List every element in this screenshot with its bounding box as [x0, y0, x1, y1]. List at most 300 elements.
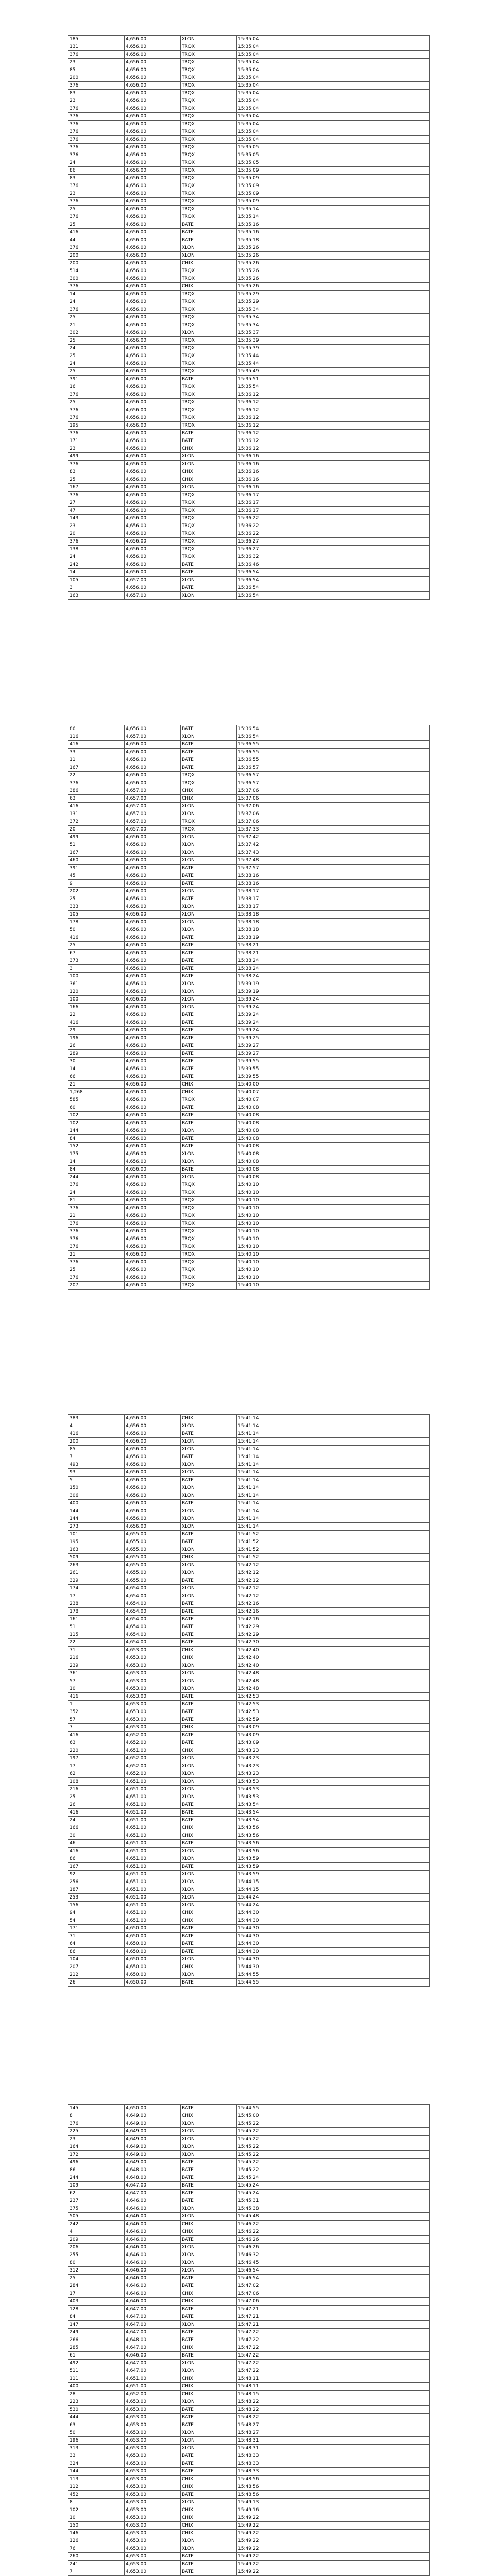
venue-cell: CHIX [181, 2522, 237, 2530]
price-cell: 4,651.00 [125, 1778, 181, 1786]
venue-cell: TRQX [181, 121, 237, 128]
volume-cell: 25 [68, 399, 125, 406]
time-cell: 15:35:34 [237, 314, 430, 321]
price-cell: 4,653.00 [125, 1662, 181, 1670]
volume-cell: 178 [68, 919, 125, 926]
venue-cell: BATE [181, 1430, 237, 1438]
price-cell: 4,656.00 [125, 1477, 181, 1484]
price-cell: 4,651.00 [125, 1855, 181, 1863]
price-cell: 4,653.00 [125, 2561, 181, 2568]
volume-cell: 24 [68, 345, 125, 352]
table-row [68, 2445, 430, 2452]
table-row [68, 1251, 430, 1259]
volume-cell: 25 [68, 352, 125, 360]
table-row [68, 1492, 430, 1500]
volume-cell: 225 [68, 2128, 125, 2136]
venue-cell: XLON [181, 1592, 237, 1600]
table-row [68, 275, 430, 283]
time-cell: 15:37:06 [237, 818, 430, 826]
table-row [68, 2491, 430, 2499]
table-row [68, 2414, 430, 2421]
volume-cell: 376 [68, 1274, 125, 1282]
table-row [68, 468, 430, 476]
table-row [68, 492, 430, 499]
time-cell: 15:44:55 [237, 2105, 430, 2112]
time-cell: 15:37:42 [237, 834, 430, 841]
venue-cell: TRQX [181, 1259, 237, 1266]
time-cell: 15:41:14 [237, 1500, 430, 1507]
venue-cell: BATE [181, 1531, 237, 1538]
volume-cell: 361 [68, 1670, 125, 1677]
table-row [68, 1902, 430, 1909]
price-cell: 4,653.00 [125, 1647, 181, 1654]
venue-cell: CHIX [181, 1747, 237, 1755]
table-row [68, 1933, 430, 1940]
price-cell: 4,656.00 [125, 1484, 181, 1492]
price-cell: 4,655.00 [125, 1546, 181, 1554]
venue-cell: BATE [181, 1073, 237, 1081]
volume-cell: 171 [68, 1925, 125, 1933]
price-cell: 4,654.00 [125, 1608, 181, 1616]
time-cell: 15:41:52 [237, 1546, 430, 1554]
table-row [68, 1677, 430, 1685]
venue-cell: TRQX [181, 314, 237, 321]
price-cell: 4,656.00 [125, 291, 181, 298]
volume-cell: 212 [68, 1971, 125, 1979]
price-cell: 4,656.00 [125, 383, 181, 391]
time-cell: 15:47:22 [237, 2360, 430, 2367]
time-cell: 15:36:27 [237, 546, 430, 553]
time-cell: 15:35:04 [237, 66, 430, 74]
time-cell: 15:48:56 [237, 2476, 430, 2483]
time-cell: 15:35:04 [237, 43, 430, 51]
venue-cell: XLON [181, 2429, 237, 2437]
time-cell: 15:35:29 [237, 298, 430, 306]
venue-cell: CHIX [181, 1089, 237, 1096]
table-row [68, 1415, 430, 1422]
table-row [68, 252, 430, 260]
venue-cell: BATE [181, 561, 237, 569]
venue-cell: TRQX [181, 74, 237, 82]
table-row [68, 244, 430, 252]
volume-cell: 50 [68, 2429, 125, 2437]
time-cell: 15:44:30 [237, 1925, 430, 1933]
table-row [68, 2306, 430, 2313]
volume-cell: 150 [68, 1484, 125, 1492]
table-row [68, 2128, 430, 2136]
venue-cell: CHIX [181, 787, 237, 795]
price-cell: 4,656.00 [125, 445, 181, 453]
venue-cell: TRQX [181, 538, 237, 546]
price-cell: 4,653.00 [125, 2568, 181, 2576]
volume-cell: 167 [68, 1863, 125, 1871]
price-cell: 4,656.00 [125, 1166, 181, 1174]
venue-cell: XLON [181, 1677, 237, 1685]
venue-cell: TRQX [181, 826, 237, 834]
venue-cell: TRQX [181, 337, 237, 345]
venue-cell: BATE [181, 1035, 237, 1042]
time-cell: 15:49:13 [237, 2499, 430, 2506]
volume-cell: 391 [68, 865, 125, 872]
venue-cell: XLON [181, 2205, 237, 2213]
table-row [68, 2530, 430, 2537]
venue-cell: XLON [181, 329, 237, 337]
volume-cell: 509 [68, 1554, 125, 1562]
time-cell: 15:35:16 [237, 221, 430, 229]
table-row [68, 733, 430, 741]
table-row [68, 2143, 430, 2151]
table-row [68, 1205, 430, 1212]
price-cell: 4,648.00 [125, 2166, 181, 2174]
venue-cell: TRQX [181, 1228, 237, 1235]
time-cell: 15:40:08 [237, 1135, 430, 1143]
venue-cell: TRQX [181, 1096, 237, 1104]
table-row [68, 2151, 430, 2159]
table-row [68, 1042, 430, 1050]
time-cell: 15:47:22 [237, 2344, 430, 2352]
volume-cell: 33 [68, 749, 125, 756]
venue-cell: CHIX [181, 1832, 237, 1840]
table-row [68, 1925, 430, 1933]
price-cell: 4,656.00 [125, 144, 181, 151]
venue-cell: BATE [181, 1840, 237, 1848]
table-row [68, 1035, 430, 1042]
price-cell: 4,651.00 [125, 1886, 181, 1894]
volume-cell: 312 [68, 2267, 125, 2275]
price-cell: 4,656.00 [125, 1415, 181, 1422]
price-cell: 4,656.00 [125, 82, 181, 90]
price-cell: 4,656.00 [125, 772, 181, 779]
price-cell: 4,653.00 [125, 1708, 181, 1716]
price-cell: 4,656.00 [125, 888, 181, 895]
venue-cell: BATE [181, 934, 237, 942]
volume-cell: 105 [68, 911, 125, 919]
volume-cell: 376 [68, 182, 125, 190]
venue-cell: TRQX [181, 1243, 237, 1251]
volume-cell: 86 [68, 167, 125, 175]
table-row [68, 810, 430, 818]
volume-cell: 22 [68, 772, 125, 779]
price-cell: 4,656.00 [125, 973, 181, 980]
volume-cell: 22 [68, 1011, 125, 1019]
price-cell: 4,653.00 [125, 2429, 181, 2437]
venue-cell: TRQX [181, 522, 237, 530]
price-cell: 4,656.00 [125, 538, 181, 546]
time-cell: 15:46:22 [237, 2228, 430, 2236]
price-cell: 4,656.00 [125, 546, 181, 553]
time-cell: 15:35:04 [237, 36, 430, 43]
volume-cell: 45 [68, 872, 125, 880]
price-cell: 4,656.00 [125, 113, 181, 121]
table-row [68, 561, 430, 569]
price-cell: 4,656.00 [125, 275, 181, 283]
table-row [68, 1871, 430, 1878]
volume-cell: 23 [68, 522, 125, 530]
price-cell: 4,656.00 [125, 66, 181, 74]
volume-cell: 104 [68, 1956, 125, 1963]
volume-cell: 376 [68, 151, 125, 159]
price-cell: 4,654.00 [125, 1600, 181, 1608]
venue-cell: CHIX [181, 2344, 237, 2352]
price-cell: 4,656.00 [125, 252, 181, 260]
table-row [68, 121, 430, 128]
table-row [68, 2105, 430, 2112]
table-row [68, 105, 430, 113]
time-cell: 15:44:24 [237, 1894, 430, 1902]
venue-cell: BATE [181, 1809, 237, 1817]
time-cell: 15:43:23 [237, 1762, 430, 1770]
table-row [68, 826, 430, 834]
table-row [68, 522, 430, 530]
volume-cell: 239 [68, 1662, 125, 1670]
volume-cell: 163 [68, 1546, 125, 1554]
time-cell: 15:35:26 [237, 283, 430, 291]
table-row [68, 1004, 430, 1011]
table-row [68, 1166, 430, 1174]
venue-cell: XLON [181, 252, 237, 260]
price-cell: 4,656.00 [125, 360, 181, 368]
time-cell: 15:40:10 [237, 1212, 430, 1220]
venue-cell: XLON [181, 2251, 237, 2259]
volume-cell: 102 [68, 2506, 125, 2514]
venue-cell: XLON [181, 1438, 237, 1446]
venue-cell: XLON [181, 2360, 237, 2367]
venue-cell: XLON [181, 1685, 237, 1693]
price-cell: 4,653.00 [125, 1693, 181, 1701]
table-row [68, 1104, 430, 1112]
price-cell: 4,653.00 [125, 2553, 181, 2561]
volume-cell: 80 [68, 2259, 125, 2267]
volume-cell: 505 [68, 2213, 125, 2221]
venue-cell: BATE [181, 1933, 237, 1940]
price-cell: 4,656.00 [125, 244, 181, 252]
volume-cell: 27 [68, 499, 125, 507]
time-cell: 15:48:33 [237, 2460, 430, 2468]
price-cell: 4,656.00 [125, 764, 181, 772]
time-cell: 15:35:09 [237, 167, 430, 175]
volume-cell: 324 [68, 2460, 125, 2468]
time-cell: 15:39:27 [237, 1050, 430, 1058]
volume-cell: 376 [68, 1259, 125, 1266]
time-cell: 15:36:57 [237, 772, 430, 779]
venue-cell: BATE [181, 880, 237, 888]
table-row [68, 1817, 430, 1824]
venue-cell: TRQX [181, 144, 237, 151]
price-cell: 4,656.00 [125, 919, 181, 926]
price-cell: 4,651.00 [125, 1909, 181, 1917]
table-row [68, 911, 430, 919]
table-row [68, 2352, 430, 2360]
time-cell: 15:41:14 [237, 1477, 430, 1484]
table-row [68, 1909, 430, 1917]
price-cell: 4,657.00 [125, 810, 181, 818]
price-cell: 4,656.00 [125, 1120, 181, 1127]
price-cell: 4,649.00 [125, 2120, 181, 2128]
venue-cell: BATE [181, 1538, 237, 1546]
venue-cell: XLON [181, 803, 237, 810]
venue-cell: XLON [181, 1515, 237, 1523]
venue-cell: CHIX [181, 2476, 237, 2483]
venue-cell: XLON [181, 1569, 237, 1577]
venue-cell: BATE [181, 1104, 237, 1112]
venue-cell: TRQX [181, 383, 237, 391]
time-cell: 15:48:11 [237, 2375, 430, 2383]
venue-cell: TRQX [181, 546, 237, 553]
time-cell: 15:36:22 [237, 522, 430, 530]
volume-cell: 200 [68, 74, 125, 82]
price-cell: 4,651.00 [125, 1817, 181, 1824]
table-row [68, 779, 430, 787]
time-cell: 15:48:27 [237, 2429, 430, 2437]
volume-cell: 24 [68, 360, 125, 368]
volume-cell: 23 [68, 97, 125, 105]
table-row [68, 352, 430, 360]
volume-cell: 102 [68, 1120, 125, 1127]
price-cell: 4,653.00 [125, 2460, 181, 2468]
trades-table [68, 2104, 430, 2576]
price-cell: 4,656.00 [125, 530, 181, 538]
price-cell: 4,656.00 [125, 725, 181, 733]
time-cell: 15:37:06 [237, 795, 430, 803]
table-row [68, 1616, 430, 1623]
time-cell: 15:45:00 [237, 2112, 430, 2120]
venue-cell: BATE [181, 1577, 237, 1585]
time-cell: 15:46:26 [237, 2244, 430, 2251]
venue-cell: TRQX [181, 151, 237, 159]
price-cell: 4,647.00 [125, 2182, 181, 2190]
table-row [68, 577, 430, 584]
venue-cell: CHIX [181, 2530, 237, 2537]
venue-cell: BATE [181, 756, 237, 764]
venue-cell: TRQX [181, 82, 237, 90]
venue-cell: BATE [181, 725, 237, 733]
table-row [68, 1243, 430, 1251]
volume-cell: 11 [68, 756, 125, 764]
volume-cell: 51 [68, 1623, 125, 1631]
time-cell: 15:35:29 [237, 291, 430, 298]
venue-cell: CHIX [181, 476, 237, 484]
table-row [68, 2329, 430, 2336]
price-cell: 4,657.00 [125, 787, 181, 795]
venue-cell: CHIX [181, 1963, 237, 1971]
volume-cell: 237 [68, 2197, 125, 2205]
trades-table-block-4 [68, 2104, 429, 2576]
volume-cell: 25 [68, 314, 125, 321]
venue-cell: XLON [181, 1446, 237, 1453]
price-cell: 4,656.00 [125, 779, 181, 787]
venue-cell: XLON [181, 1469, 237, 1477]
price-cell: 4,651.00 [125, 1832, 181, 1840]
price-cell: 4,653.00 [125, 1677, 181, 1685]
venue-cell: XLON [181, 1762, 237, 1770]
price-cell: 4,656.00 [125, 965, 181, 973]
volume-cell: 496 [68, 2159, 125, 2166]
volume-cell: 200 [68, 252, 125, 260]
table-row [68, 1569, 430, 1577]
volume-cell: 62 [68, 2190, 125, 2197]
venue-cell: BATE [181, 1058, 237, 1065]
venue-cell: TRQX [181, 406, 237, 414]
table-row [68, 360, 430, 368]
table-row [68, 213, 430, 221]
time-cell: 15:36:54 [237, 569, 430, 577]
time-cell: 15:36:12 [237, 414, 430, 422]
venue-cell: XLON [181, 1770, 237, 1778]
time-cell: 15:41:14 [237, 1469, 430, 1477]
venue-cell: CHIX [181, 1415, 237, 1422]
time-cell: 15:40:10 [237, 1228, 430, 1235]
venue-cell: BATE [181, 2174, 237, 2182]
price-cell: 4,647.00 [125, 2344, 181, 2352]
time-cell: 15:44:15 [237, 1878, 430, 1886]
time-cell: 15:42:53 [237, 1693, 430, 1701]
venue-cell: XLON [181, 2120, 237, 2128]
time-cell: 15:35:04 [237, 121, 430, 128]
volume-cell: 511 [68, 2367, 125, 2375]
volume-cell: 51 [68, 841, 125, 849]
time-cell: 15:39:27 [237, 1042, 430, 1050]
volume-cell: 22 [68, 1639, 125, 1647]
price-cell: 4,651.00 [125, 1878, 181, 1886]
price-cell: 4,648.00 [125, 2336, 181, 2344]
venue-cell: TRQX [181, 1266, 237, 1274]
time-cell: 15:41:14 [237, 1446, 430, 1453]
price-cell: 4,656.00 [125, 391, 181, 399]
time-cell: 15:39:19 [237, 980, 430, 988]
table-row [68, 1971, 430, 1979]
table-row [68, 128, 430, 136]
volume-cell: 126 [68, 2537, 125, 2545]
price-cell: 4,657.00 [125, 795, 181, 803]
volume-cell: 285 [68, 2344, 125, 2352]
venue-cell: BATE [181, 584, 237, 592]
price-cell: 4,646.00 [125, 2244, 181, 2251]
time-cell: 15:44:30 [237, 1933, 430, 1940]
volume-cell: 416 [68, 1430, 125, 1438]
table-row [68, 926, 430, 934]
time-cell: 15:40:10 [237, 1251, 430, 1259]
price-cell: 4,653.00 [125, 2452, 181, 2460]
venue-cell: TRQX [181, 499, 237, 507]
price-cell: 4,651.00 [125, 1871, 181, 1878]
venue-cell: TRQX [181, 391, 237, 399]
volume-cell: 24 [68, 553, 125, 561]
time-cell: 15:43:09 [237, 1732, 430, 1739]
volume-cell: 244 [68, 1174, 125, 1181]
table-row [68, 2545, 430, 2553]
table-row [68, 1956, 430, 1963]
price-cell: 4,653.00 [125, 1716, 181, 1724]
venue-cell: BATE [181, 1940, 237, 1948]
venue-cell: TRQX [181, 128, 237, 136]
volume-cell: 63 [68, 1739, 125, 1747]
volume-cell: 460 [68, 857, 125, 865]
table-row [68, 1282, 430, 1290]
table-row [68, 980, 430, 988]
table-row [68, 1523, 430, 1531]
table-row [68, 1654, 430, 1662]
venue-cell: BATE [181, 236, 237, 244]
table-row [68, 1886, 430, 1894]
price-cell: 4,656.00 [125, 352, 181, 360]
venue-cell: BATE [181, 1631, 237, 1639]
price-cell: 4,656.00 [125, 406, 181, 414]
time-cell: 15:38:24 [237, 973, 430, 980]
volume-cell: 376 [68, 105, 125, 113]
venue-cell: XLON [181, 2136, 237, 2143]
price-cell: 4,656.00 [125, 1158, 181, 1166]
volume-cell: 216 [68, 1786, 125, 1793]
